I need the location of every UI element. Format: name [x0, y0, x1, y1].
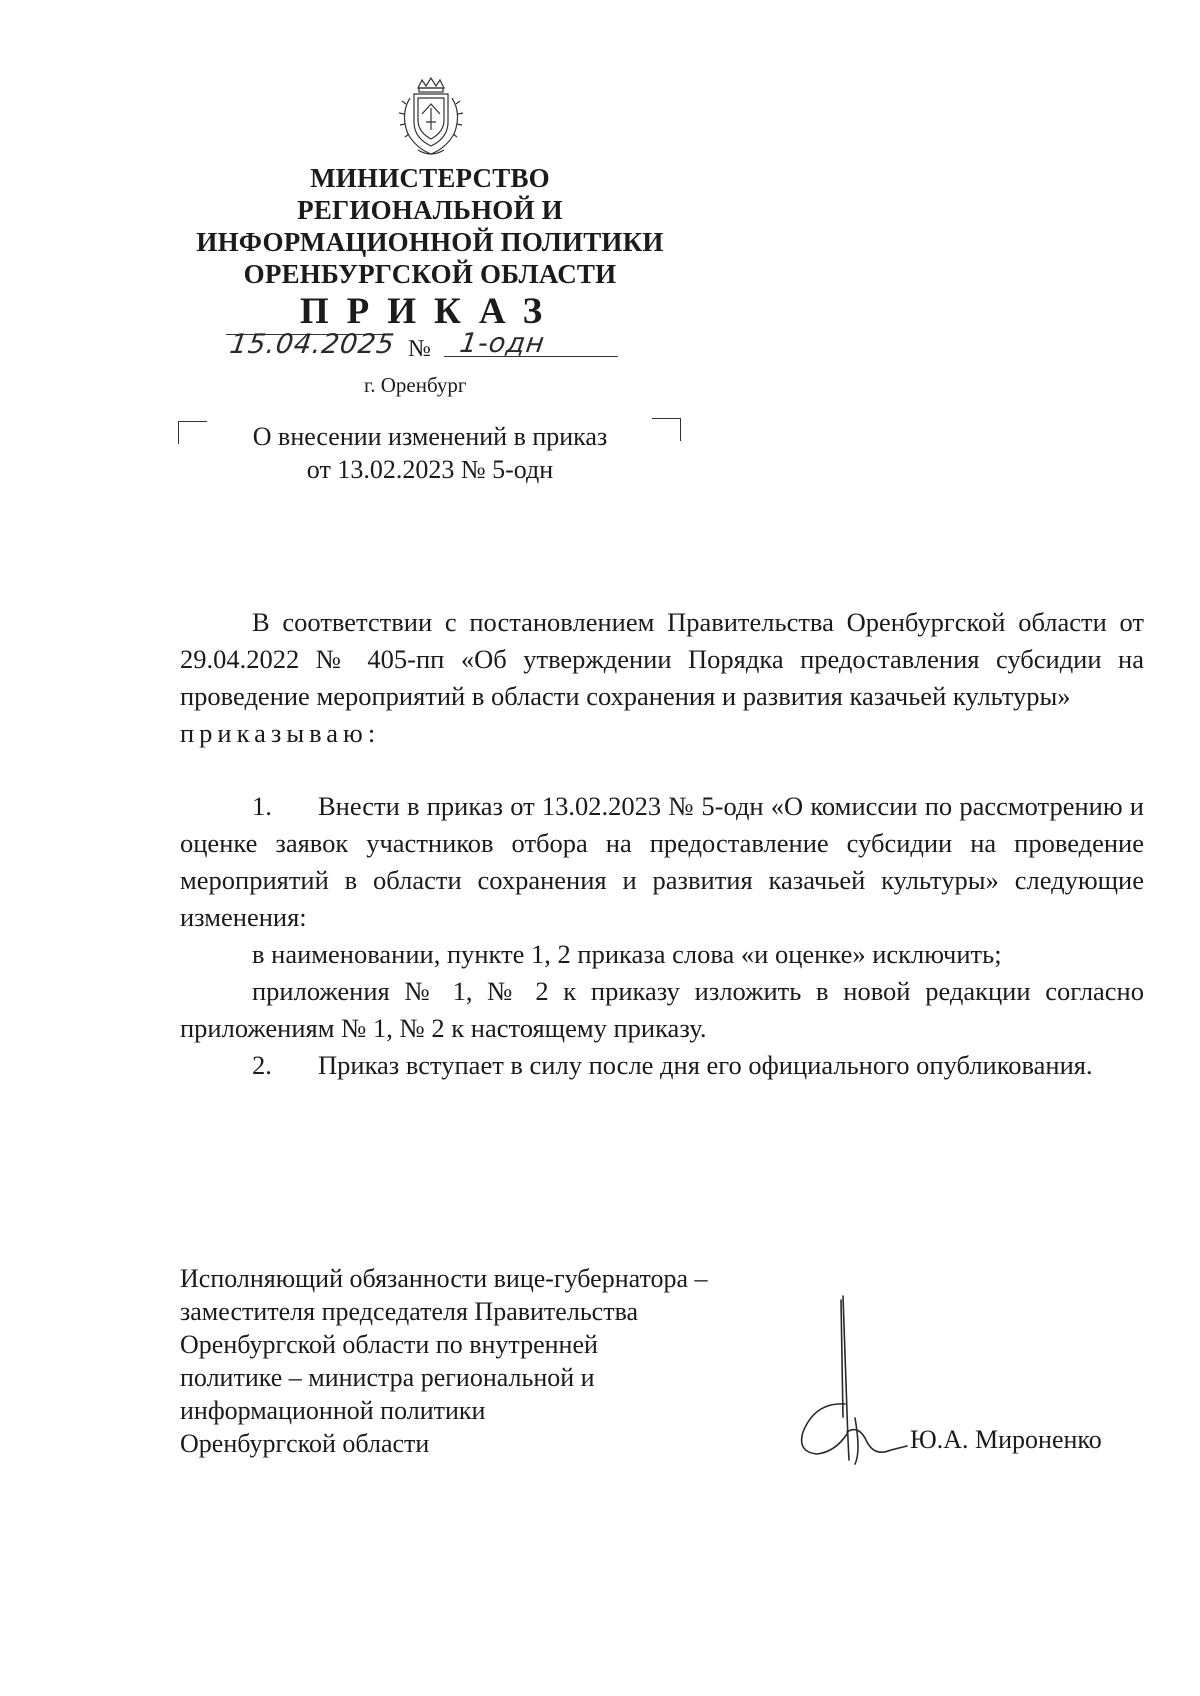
order-number: 1-одн — [457, 328, 547, 359]
handwritten-signature — [795, 1292, 915, 1467]
header-line: МИНИСТЕРСТВО — [310, 163, 550, 193]
ministry-header — [160, 162, 700, 290]
item-1-number: 1. — [252, 791, 272, 821]
number-sign: № — [408, 336, 431, 362]
item-1-subitem: приложения № 1, № 2 к приказу изложить в новой редакции согласно приложениям № 1, № 2 к настоящему приказу. — [180, 976, 1144, 1043]
document-type-title: ПРИКАЗ — [299, 291, 561, 332]
header-line: РЕГИОНАЛЬНОЙ И — [297, 195, 563, 225]
signatory-line: информационной политики — [180, 1396, 486, 1425]
coat-of-arms-icon — [388, 74, 474, 160]
preamble-paragraph: В соответствии с постановлением Правительства Оренбургской области от 29.04.2022 № 405-пп «Об утверждении Порядка предоставления субсидии на проведение мероприятий в области сохранения и развития казачьей культуры» — [180, 607, 1144, 711]
signatory-line: Исполняющий обязанности вице-губернатора – — [180, 1264, 708, 1293]
city-name: г. Оренбург — [364, 373, 467, 397]
header-line: ОРЕНБУРГСКОЙ ОБЛАСТИ — [243, 259, 617, 289]
item-1-text: Внести в приказ от 13.02.2023 № 5-одн «О комиссии по рассмотрению и оценке заявок участников отбора на предоставление субсидии на проведение мероприятий в области сохранения и развития казачьей культуры» следующие изменения: — [180, 791, 1144, 932]
order-date: 15.04.2025 — [227, 329, 397, 360]
item-1-paragraph — [180, 788, 1144, 936]
order-subject — [200, 420, 660, 486]
item-2-number: 2. — [252, 1050, 272, 1080]
subject-line: от 13.02.2023 № 5-одн — [306, 455, 554, 484]
header-line: ИНФОРМАЦИОННОЙ ПОЛИТИКИ — [196, 227, 664, 257]
signatory-line: Оренбургской области — [180, 1429, 430, 1458]
signatory-name: Ю.А. Мироненко — [910, 1425, 1102, 1454]
order-body — [180, 604, 1144, 1084]
signatory-line: Оренбургской области по внутренней — [180, 1330, 598, 1359]
signatory-line: политике – министра региональной и — [180, 1363, 595, 1392]
item-2-text: Приказ вступает в силу после дня его официального опубликования. — [318, 1050, 1093, 1080]
item-2-paragraph — [180, 1047, 1144, 1084]
order-word: приказываю: — [180, 718, 381, 748]
signatory-line: заместителя председателя Правительства — [180, 1297, 639, 1326]
subject-line: О внесении изменений в приказ — [252, 422, 608, 451]
item-1-subitem: в наименовании, пункте 1, 2 приказа слова «и оценке» исключить; — [252, 939, 1002, 969]
signatory-title — [180, 1262, 800, 1460]
